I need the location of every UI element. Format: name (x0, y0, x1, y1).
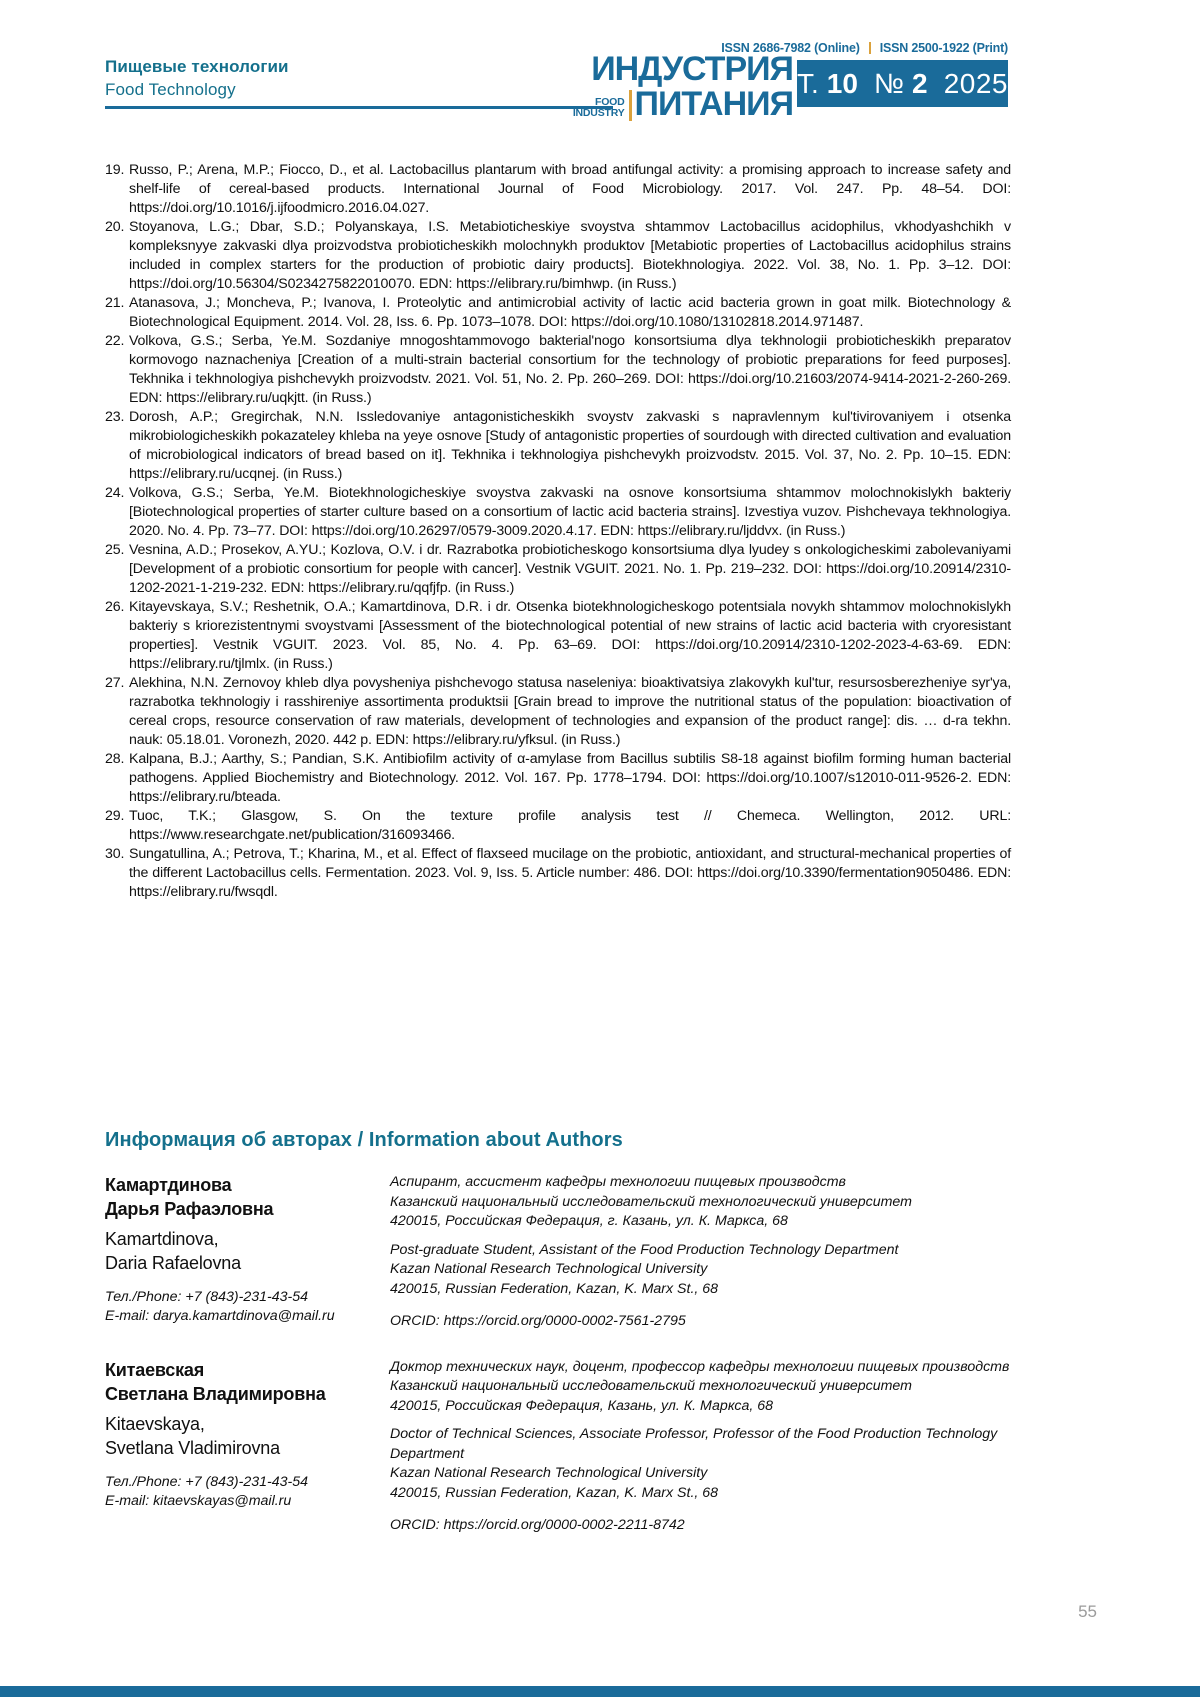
reference-item (105, 674, 1011, 750)
reference-text: Kitayevskaya, S.V.; Reshetnik, O.A.; Kamartdinova, D.R. i dr. Otsenka biotekhnologicheskogo potentsiala novykh shtammov molochnokislykh bakteriy s kriorezistentnymi svoystvami [Assessment of the biotechnological potential of new strains of lactic acid bacteria with cryoresistant properties]. Vestnik VGUIT. 2023. Vol. 85, No. 4. Pp. 63–69. DOI: https://doi.org/10.20914/2310-1202-2023-4-63-69. EDN: https://elibrary.ru/tjlmlx. (in Russ.) (129, 599, 1011, 672)
issn-print: ISSN 2500-1922 (Print) (879, 41, 1008, 55)
author-orcid: ORCID: https://orcid.org/0000-0002-2211-8742 (390, 1517, 685, 1533)
author-name-en: Kamartdinova, Daria Rafaelovna (105, 1229, 241, 1273)
authors-section (105, 1173, 1011, 1562)
reference-text: Tuoc, T.K.; Glasgow, S. On the texture profile analysis test // Chemeca. Wellington, 2012. URL: https://www.researchgate.net/publication/316093466. (129, 808, 1011, 843)
author-contacts (105, 1288, 370, 1326)
logo-food: FOOD (594, 96, 625, 108)
reference-number: 28. (105, 751, 125, 767)
author-contacts (105, 1473, 370, 1511)
reference-item (105, 294, 1011, 332)
logo-word-pitaniya: ПИТАНИЯ (634, 85, 793, 123)
reference-item (105, 161, 1011, 218)
reference-item (105, 750, 1011, 807)
reference-text: Kalpana, B.J.; Aarthy, S.; Pandian, S.K. Antibiofilm activity of α-amylase from Bacillus subtilis S8-18 against biofilm forming human bacterial pathogens. Applied Biochemistry and Biotechnology. 2012. Vol. 167. Pp. 1778–1794. DOI: https://doi.org/10.1007/s12010-011-9526-2. EDN: https://elibrary.ru/bteada. (129, 751, 1011, 805)
author-phone: Тел./Phone: +7 (843)-231-43-54 (105, 1289, 309, 1305)
reference-text: Vesnina, A.D.; Prosekov, A.YU.; Kozlova, O.V. i dr. Razrabotka probioticheskogo konsortsiuma dlya lyudey s onkologicheskimi zabolevaniyami [Development of a probiotic consortium for people with cancer]. Vestnik VGUIT. 2021. No. 1. Pp. 219–232. DOI: https://doi.org/10.20914/2310-1202-2021-1-219-232. EDN: https://elibrary.ru/qqfjfp. (in Russ.) (129, 542, 1011, 596)
running-head-en: Food Technology (105, 80, 236, 99)
references-list (105, 161, 1011, 902)
reference-text: Dorosh, A.P.; Gregirchak, N.N. Issledovaniye antagonisticheskikh svoystv zakvaski s napravlennym kul'tivirovaniyem i otsenka mikrobiologicheskikh pokazateley khleba na yeye osnove [Study of antagonistic properties of sourdough with directed cultivation and evaluation of microbiological indicators of bread based on it]. Tekhnika i tekhnologiya pishchevykh proizvodstv. 2015. Vol. 37, No. 2. Pp. 10–15. EDN: https://elibrary.ru/ucqnej. (in Russ.) (129, 409, 1011, 482)
reference-number: 27. (105, 675, 125, 691)
authors-section-title: Информация об авторах / Information about Authors (105, 1129, 623, 1151)
reference-text: Russo, P.; Arena, M.P.; Fiocco, D., et al. Lactobacillus plantarum with broad antifungal activity: a promising approach to increase safety and shelf-life of cereal-based products. International Journal of Food Microbiology. 2017. Vol. 247. Pp. 48–54. DOI: https://doi.org/10.1016/j.ijfoodmicro.2016.04.027. (129, 162, 1011, 216)
reference-text: Volkova, G.S.; Serba, Ye.M. Sozdaniye mnogoshtammovogo bakterial'nogo konsortsiuma dlya tekhnologii probioticheskikh preparatov kormovogo naznacheniya [Creation of a multi-strain bacterial consortium for the technology of probiotic preparations for feed purposes]. Tekhnika i tekhnologiya pishchevykh proizvodstv. 2021. Vol. 51, No. 2. Pp. 260–269. DOI: https://doi.org/10.21603/2074-9414-2021-2-260-269. EDN: https://elibrary.ru/uqkjtt. (in Russ.) (129, 333, 1011, 406)
author-affiliation-ru: Аспирант, ассистент кафедры технологии пищевых производств Казанский национальный исследовательский технологический университет 420015, Российская Федерация, г. Казань, ул. К. Маркса, 68 (390, 1174, 912, 1229)
logo-industry: INDUSTRY (572, 107, 625, 119)
reference-text: Stoyanova, L.G.; Dbar, S.D.; Polyanskaya, I.S. Metabioticheskiye svoystva shtammov Lactobacillus acidophilus, vkhodyashchikh v kompleksnyye zakvaski dlya proizvodstva probioticheskikh molochnykh produktov [Metabiotic properties of Lactobacillus acidophilus strains included in complex starters for the production of probiotic dairy products]. Biotekhnologiya. 2022. Vol. 38, No. 1. Pp. 3–12. DOI: https://doi.org/10.56304/S0234275822010070. EDN: https://elibrary.ru/bimhwp. (in Russ.) (129, 219, 1011, 292)
issue-label: № (874, 67, 905, 99)
logo-word-industriya: ИНДУСТРИЯ (591, 50, 793, 88)
volume-label: Т. (797, 67, 819, 99)
author-orcid: ORCID: https://orcid.org/0000-0002-7561-2795 (390, 1313, 686, 1329)
logo-divider (629, 90, 632, 121)
author-phone: Тел./Phone: +7 (843)-231-43-54 (105, 1473, 309, 1490)
reference-number: 24. (105, 485, 125, 501)
issn-online: ISSN 2686-7982 (Online) (721, 41, 860, 55)
reference-number: 25. (105, 542, 125, 558)
author-block (105, 1358, 1011, 1536)
reference-number: 23. (105, 409, 125, 425)
footer-bar (0, 1686, 1200, 1697)
reference-item (105, 541, 1011, 598)
author-affiliation-en: Post-graduate Student, Assistant of the Food Production Technology Department Kazan National Research Technological University 420015, Russian Federation, Kazan, K. Marx St., 68 (390, 1241, 899, 1297)
reference-item (105, 807, 1011, 845)
author-name-ru: Камартдинова Дарья Рафаэловна (105, 1175, 274, 1219)
reference-number: 19. (105, 162, 125, 178)
reference-number: 20. (105, 219, 125, 235)
reference-number: 30. (105, 846, 125, 862)
reference-item (105, 598, 1011, 674)
page-number: 55 (1078, 1602, 1097, 1621)
author-name-ru: Китаевская Светлана Владимировна (105, 1359, 326, 1404)
reference-item (105, 845, 1011, 902)
reference-number: 29. (105, 808, 125, 824)
reference-number: 22. (105, 333, 125, 349)
author-affiliation-ru: Доктор технических наук, доцент, профессор кафедры технологии пищевых производств Казанский национальный исследовательский технологический университет 420015, Российская Федерация, Казань, ул. К. Маркса, 68 (390, 1358, 1010, 1414)
reference-item (105, 332, 1011, 408)
running-head-ru: Пищевые технологии (105, 57, 289, 76)
logo-food-industry (573, 97, 625, 121)
running-head (105, 55, 289, 101)
reference-item (105, 218, 1011, 294)
reference-text: Alekhina, N.N. Zernovoy khleb dlya povysheniya pishchevogo statusa naseleniya: bioaktivatsiya zlakovykh kul'tur, resursosberezheniye syr'ya, razrabotka tekhnologiy i rasshireniye assortimenta produktsii [Grain bread to improve the nutritional status of the population: bioactivation of cereal crops, resource conservation of raw materials, development of technologies and expansion of the product range]: dis. … d-ra tekhn. nauk: 05.18.01. Voronezh, 2020. 442 p. EDN: https://elibrary.ru/yfksul. (in Russ.) (129, 675, 1011, 748)
author-name-en: Kitaevskaya, Svetlana Vladimirovna (105, 1413, 280, 1458)
author-email: E-mail: darya.kamartdinova@mail.ru (105, 1308, 335, 1324)
volume-number: 10 (826, 67, 858, 99)
issn-divider (869, 42, 871, 54)
issue-number: 2 (912, 67, 928, 99)
reference-item (105, 408, 1011, 484)
header-rule (105, 106, 613, 109)
journal-logo (563, 52, 793, 121)
author-affiliation-en: Doctor of Technical Sciences, Associate Professor, Professor of the Food Production Technology Department Kazan National Research Technological University 420015, Russian Federation, Kazan, K. Marx St., 68 (390, 1426, 998, 1501)
reference-number: 21. (105, 295, 125, 311)
author-email: E-mail: kitaevskayas@mail.ru (105, 1492, 292, 1509)
volume-issue-box (797, 60, 1008, 107)
author-block (105, 1173, 1011, 1332)
reference-text: Sungatullina, A.; Petrova, T.; Kharina, M., et al. Effect of flaxseed mucilage on the probiotic, antioxidant, and structural-mechanical properties of the different Lactobacillus cells. Fermentation. 2023. Vol. 9, Iss. 5. Article number: 486. DOI: https://doi.org/10.3390/fermentation9050486. EDN: https://elibrary.ru/fwsqdl. (129, 846, 1011, 900)
reference-item (105, 484, 1011, 541)
reference-number: 26. (105, 599, 125, 615)
year: 2025 (943, 67, 1008, 99)
reference-text: Volkova, G.S.; Serba, Ye.M. Biotekhnologicheskiye svoystva zakvaski na osnove konsortsiuma shtammov molochnokislykh bakteriy [Biotechnological properties of starter culture based on a consortium of lactic acid bacteria strains]. Izvestiya vuzov. Pishchevaya tekhnologiya. 2020. No. 4. Pp. 73–77. DOI: https://doi.org/10.26297/0579-3009.2020.4.17. EDN: https://elibrary.ru/ljddvx. (in Russ.) (129, 485, 1011, 539)
reference-text: Atanasova, J.; Moncheva, P.; Ivanova, I. Proteolytic and antimicrobial activity of lactic acid bacteria grown in goat milk. Biotechnology & Biotechnological Equipment. 2014. Vol. 28, Iss. 6. Pp. 1073–1078. DOI: https://doi.org/10.1080/13102818.2014.971487. (129, 295, 1011, 330)
